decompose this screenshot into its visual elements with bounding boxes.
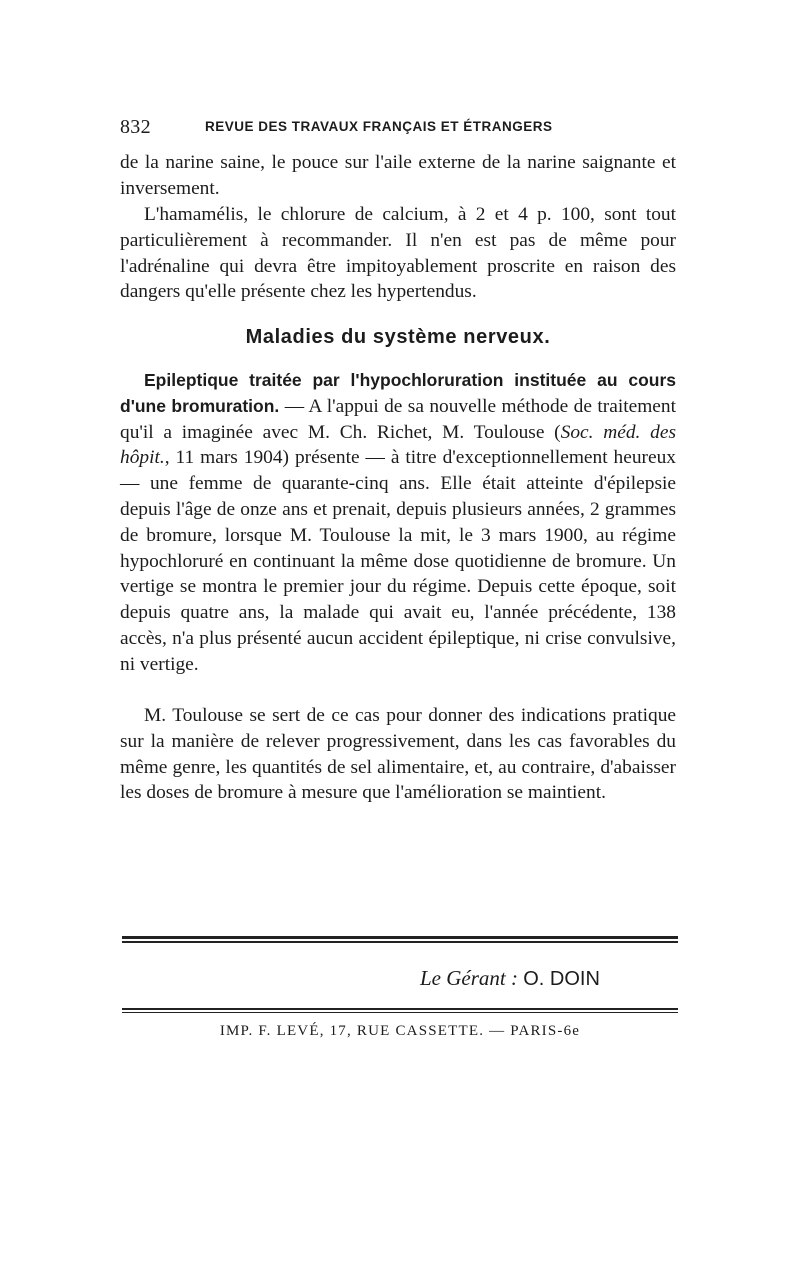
signature-name: O. DOIN xyxy=(523,968,600,990)
imprint-rule-thin xyxy=(122,1012,678,1013)
article-paragraph xyxy=(120,368,676,678)
section-title: Maladies du système nerveux. xyxy=(245,326,551,348)
printer-imprint: IMP. F. LEVÉ, 17, RUE CASSETTE. — PARIS-6e xyxy=(219,1023,581,1039)
article-citation: Soc. méd. des hôpit. xyxy=(120,421,677,469)
imprint-rule-thick xyxy=(122,1008,678,1010)
page-header xyxy=(120,116,680,140)
running-title: REVUE DES TRAVAUX FRANÇAIS ET ÉTRANGERS xyxy=(205,119,553,134)
article-body-part1: — A l'appui de sa nouvelle méthode de traitement qu'il a imaginée avec M. Ch. Richet, M. Toulouse ( xyxy=(120,395,676,443)
article-body-part2: , 11 mars 1904) présente — à titre d'exceptionnellement heureux — une femme de quarante-cinq ans. Elle était atteinte d'épilepsie depuis l'âge de onze ans et prenait, depuis plusieurs années, 2 grammes de bromure, lorsque M. Toulouse la mit, le 3 mars 1900, au régime hypochloruré en continuant la même dose quotidienne de bromure. Un vertige se montra le premier jour du régime. Depuis cette époque, soit depuis quatre ans, la malade qui avait eu, l'année précédente, 138 accès, n'a plus présenté aucun accident épileptique, ni crise convulsive, ni vertige. xyxy=(120,447,676,675)
closing-rule-thick xyxy=(122,936,678,939)
signature xyxy=(420,966,680,991)
signature-label: Le Gérant : xyxy=(420,966,518,990)
article-heading: Epileptique traitée par l'hypochloruration instituée au cours d'une bromuration. xyxy=(120,370,676,416)
paragraph-continuation: de la narine saine, le pouce sur l'aile externe de la narine saignante et inversement. xyxy=(120,152,676,199)
closing-rule-thin xyxy=(122,941,678,943)
paragraph-indications: M. Toulouse se sert de ce cas pour donner des indications pratique sur la manière de relever progressivement, dans les cas favorables du même genre, les quantités de sel alimentaire, et, au contraire, d'abaisser les doses de bromure à mesure que l'amélioration se maintient. xyxy=(120,705,676,804)
page-number: 832 xyxy=(120,116,151,138)
paragraph-hamamelis: L'hamamélis, le chlorure de calcium, à 2 et 4 p. 100, sont tout particulièrement à recommander. Il n'en est pas de même pour l'adrénaline qui devra être impitoyablement proscrite en raison des dangers qu'elle présente chez les hypertendus. xyxy=(120,204,676,303)
